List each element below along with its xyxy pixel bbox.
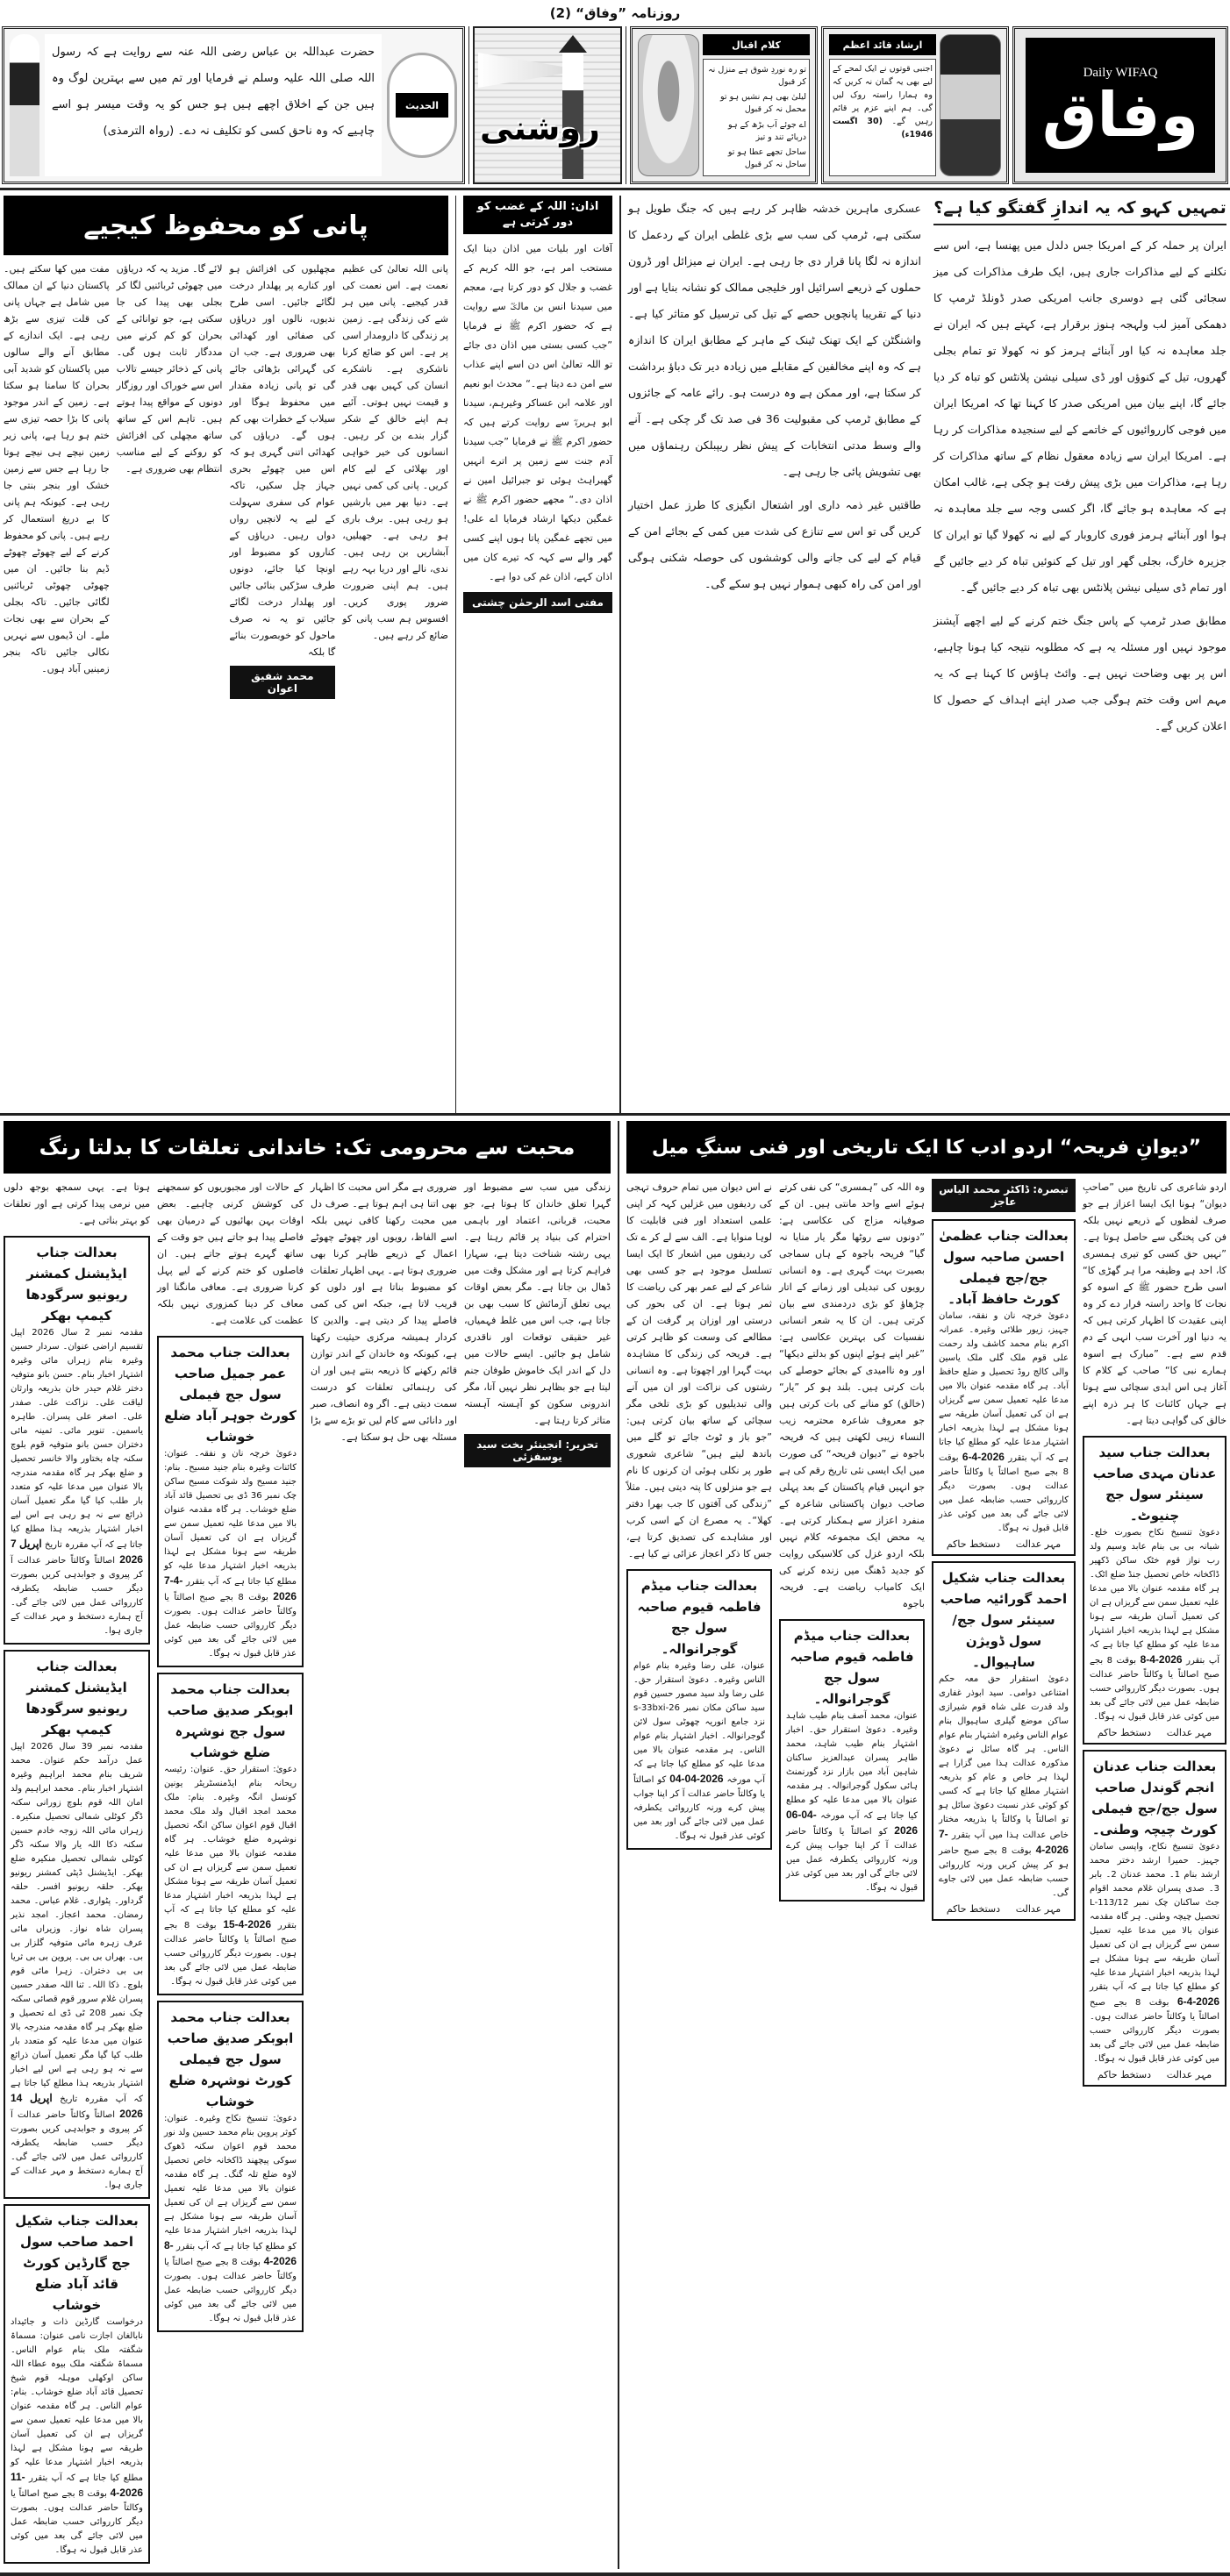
court-notice-1: بعدالت جناب ایڈیشنل کمشنر ریونیو سرگودھا کیمپ بھکر مقدمہ نمبر 2 سال 2026 اپیل تقسیم اراضی عنوان۔ سردار حسین وغیرہ بنام زہراں مائی وغیرہ اشتہار اخبار بنام۔ حسن بانو متوفیہ دختر غلام حیدر خان بذریعہ وارثان لیاقت علی۔ نزاکت علی۔ صفدر علی۔ اصغر علی پسران۔ طاہرہ یاسمین۔ تنویر مائی۔ ثمینہ مائی دختران حسن بانو متوفیہ قوم بلوچ سکنہ چاہ بختاور والا خانسر تحصیل و ضلع بھکر ہر گاہ مقدمہ مندرجہ بالا عنوان میں مدعا علیہ کو متعدد بار طلب کیا گیا مگر تعمیل آسان ذرائع سے نہ ہو رہی ہے اس لیے اخبار اشتہار بذریعہ ہذا مطلع کیا جاتا ہے کہ آپ مقررہ تاریخ 7 اپریل 2026 اصالتاً وکالتاً حاضر عدالت آ کر پیروی و جوابدہی کریں بصورت دیگر حسب ضابطہ یکطرفہ کارروائی عمل میں لائی جائے گی۔ آج ہمارے دستخط و مہر عدالت کے جاری ہوا۔: [4, 1236, 150, 1645]
diwan-author: تبصرہ: ڈاکٹر محمد الیاس عاجز: [932, 1179, 1076, 1212]
diwan-column-1: اردو شاعری کی تاریخ میں ”صاحبِ دیوان“ ہونا ایک ایسا اعزاز ہے جو صرف لفظوں کے ذریعے نہیں بلکہ فن کی پختگی سے حاصل ہوتا ہے۔ ”نہیں حق کسی کو تیری ہمسری کا، احد ہے وظیفہ مرا ہر گھڑی کا“ اسی طرح حضور ﷺ کے اسوہ کو نجات کا واحد راستہ قرار دے کر وہ اپنی عقیدت کا اظہار کرتی ہیں کہ یہ دنیا اور آخرت سب انہی کے دم قدم سے ہے۔ ”مبارک ہے اسوہ ہمارے نبی کا“ صاحب کے کلام کا آغاز ہی اس ابدی سچائی سے ہوتا ہے جہاں کائنات کا ہر ذرہ اپنے خالق کی گواہی دیتا ہے۔: [1083, 1181, 1226, 1426]
editorial-column-1: ایران پر حملہ کر کے امریکا جس دلدل میں پھنسا ہے، اس سے نکلنے کے لیے مذاکرات جاری ہیں، ایک طرف مذاکرات کی میز سجائی گئی ہے دوسری جانب امریکی صدر ڈونلڈ ٹرمپ کا دھمکی آمیز لب ولہجہ ہنوز برقرار ہے، کہتے ہیں کہ ایران نے جلد معاہدہ نہ کیا اور آبنائے ہرمز کو نہ کھولا تو تمام بجلی گھروں، تیل کے کنوؤں اور ڈی سیلی نیشن پلانٹس کو تباہ کر دیا جائے گا، اپنے بیان میں امریکی صدر کا کہنا تھا کہ امریکا ایران میں فوجی کارروائیوں کے خاتمے کے لیے سنجیدہ مذاکرات کر رہا ہے۔ امریکا ایران سے زیادہ معقول نظام کے ساتھ مذاکرات کر رہا ہے، مذاکرات میں بڑی پیش رفت ہو چکی ہے، غالب امکان ہے کہ معاہدہ ہو جائے گا، اگر کسی وجہ سے جلد معاہدہ نہ ہوا اور آبنائے ہرمز فوری کاروبار کے لیے نہ کھولا گیا تو ایران کا جزیرہ خارگ، بجلی گھر اور تیل کے کنوئیں تباہ کر دیے جائیں گے اور تمام ڈی سیلی نیشن پلانٹس بھی تباہ کر دیے جائیں گے۔: [933, 239, 1226, 594]
family-author: تحریر: انجینئر بخت سید یوسفزئی: [464, 1434, 611, 1467]
water-column-1: پانی اللہ تعالیٰ کی عظیم نعمت ہے۔ اس نعمت کی قدر کیجیے۔ پانی میں ہر شے کی زندگی ہے۔ زمین پر زندگی کا دارومدار اسی پر ہے۔ اس کو ضائع کرنا ناشکری ہے۔ ناشکرے انسان کی کہیں بھی قدر و قیمت نہیں ہوتی۔ آئیے ہم اپنے خالق کے شکر گزار بندے بن کر رہیں۔ انسانوں کی خیر خواہی اور بھلائی کے لیے کام کریں۔ پانی کی کمی نہیں ہے۔ دنیا بھر میں بارشیں ہو رہی ہیں۔ برف باری ہو رہی ہے۔ جھیلیں، آبشاریں بن رہی ہیں۔ ندی، نالے اور دریا بہہ رہے ہیں۔ ہم اپنی ضرورت ضرور پوری کریں۔ افسوس ہم سب پانی کو ضائع کر رہے ہیں۔: [342, 263, 448, 641]
editorial-title: تمہیں کہو کہ یہ اندازِ گفتگو کیا ہے؟: [933, 196, 1226, 225]
top-section: [0, 190, 1230, 1113]
iqbal-verses: [703, 59, 810, 176]
lighthouse-icon: [559, 35, 587, 53]
notice-signature: مہر عدالت دستخط حاکم: [1097, 2069, 1212, 2080]
diwan-column-3: نے اس دیوان میں تمام حروف تہجی کی ردیفوں میں غزلیں کہہ کر اپنی علمی استعداد اور فنی قابلیت کا لوہا منوایا ہے۔ الف سے لے کر ے تک کی ردیفوں میں اشعار کا ایک ایسا تسلسل موجود ہے جو کسی بھی شاعر کے لیے عمر بھر کی ریاضت کا ثمر ہوتا ہے۔ ان کی بحور کی درستی اور اوزان پر گرفت ان کے مطالعے کی وسعت کو ظاہر کرتی ہے۔ فریحہ کی زندگی کا مشاہدہ بہت گہرا اور اچھوتا ہے۔ وہ انسانی رشتوں کی نزاکت اور ان میں آنے والی تبدیلیوں کو بڑی تلخی مگر سچائی کے ساتھ بیان کرتی ہیں: ”جو باز و ٹوٹ جائے تو گلے میں باندھ لیتے ہیں“ شاعری شعوری طور پر نکلی ہوئی ان کرنوں کا نام ہے جو منزلوں کا پتہ دیتی ہیں۔ مثلاً ”زندگی کی آفتوں کا جب بھرا دفتر کھلا“۔ یہ مصرع ان کے اسی کرب اور مشاہدے کی تصدیق کرتا ہے، جس کا ذکر اعجاز عزائی نے کیا ہے۔: [626, 1181, 772, 1559]
editorial: [628, 196, 1226, 1113]
family-column-1: زندگی میں سب سے مضبوط اور گہرا تعلق خاندان کا ہوتا ہے، جو محبت، قربانی، اعتماد اور باہمی احترام کی بنیاد پر قائم رہتا ہے۔ یہی رشتہ شناخت دیتا ہے، سہارا فراہم کرتا ہے اور مشکل وقت میں ڈھال بن جاتا ہے۔ مگر بعض اوقات یہی تعلق آزمائش کا سبب بھی بن جاتا ہے، جب اس میں غلط فہمیاں، غیر حقیقی توقعات اور ناقدری شامل ہو جائیں۔ ایسے حالات میں دل کے اندر ایک خاموش طوفان جنم لیتا ہے جو بظاہر نظر نہیں آتا، مگر اندرونی سکون کو آہستہ آہستہ متاثر کرتا رہتا ہے۔: [464, 1181, 611, 1426]
court-notice-10: بعدالت جناب شکیل احمد گورائیہ صاحب سینئر سول جج/سول ڈویژن ساہیوال۔ دعویٰ استقرار حق معہ حکم امتناعی دوامی۔ سید ابوذر غفاری ولد قدرت علی شاہ قوم شیرازی ساکن موضع گیلری ساہیوال بنام عوام الناس وغیرہ اشتہار بنام عوام الناس۔ ہر گاہ سائل نے دعویٰ مذکورہ عدالت ہذا میں گزارا ہے لہذا ہر خاص و عام کو بذریعہ اشتہار مطلع کیا جاتا ہے کہ کسی کو کوئی عذر نسبت دعویٰ سائل ہو تو اصالتاً یا وکالتاً یا بذریعہ مختار خاص عدالت ہذا میں آپ بتقرر 7-4-2026 بوقت 8 بجے صبح حاضر ہو کر پیش کریں ورنہ کارروائی حسب ضابطہ عمل میں لائی جاوے گی۔ مہر عدالت دستخط حاکم: [932, 1561, 1076, 1921]
editorial-column-2: عسکری ماہرین خدشہ ظاہر کر رہے ہیں کہ جنگ طویل ہو سکتی ہے، ٹرمپ کی سب سے بڑی غلطی ایران کے ردعمل کا اندازہ نہ لگا پانا قرار دی جا رہی ہے۔ ایران نے میزائل اور ڈرون حملوں کے ذریعے اسرائیل اور خلیجی ممالک کو نشانہ بنایا ہے اور دنیا کے تقریبا پانچویں حصے کے تیل کی ترسیل کو متاثر کیا ہے۔ واشنگٹن کے ایک تھنک ٹینک کے ماہر کے مطابق ایران کا اندازہ ہے کہ وہ اپنے مخالفین کے مقابلے میں زیادہ دیر تک دباؤ برداشت کر سکتا ہے، اور ممکن ہے وہ درست ہو۔ رائے عامہ کے جائزوں کے مطابق ٹرمپ کی مقبولیت 36 فی صد تک گر چکی ہے۔ آنے والے وسط مدتی انتخابات کے پیش نظر ریپبلکن رہنماؤں میں بھی تشویش پائی جا رہی ہے۔: [628, 202, 922, 478]
quaid-box: [821, 26, 1009, 184]
family-column-2: ضروری ہے مگر اس محبت کا اظہار بھی اتنا ہی اہم ہوتا ہے۔ صرف دل میں محبت رکھنا کافی نہیں بلکہ اسے الفاظ، رویوں اور چھوٹے چھوٹے اعمال کے ذریعے ظاہر کرنا بھی ضروری ہوتا ہے۔ یہی اظہار تعلقات کو مضبوط بناتا ہے اور دلوں کو قریب لاتا ہے، جبکہ اس کی کمی فاصلے پیدا کر دیتی ہے۔ والدین کا کردار ہمیشہ مرکزی حیثیت رکھتا ہے، کیونکہ وہ خاندان کے اندر توازن قائم رکھنے کا ذریعہ بنتے ہیں اور ان کی رہنمائی تعلقات کو درست سمت دیتی ہے۔ اگر وہ انصاف، صبر اور دانائی سے کام لیں تو بڑے سے بڑا مسئلہ بھی حل ہو سکتا ہے۔: [311, 1181, 457, 1443]
water-column-3: لائے گا۔ مزید یہ کہ دریاؤں میں چھوٹی ٹربائنیں لگا کر بجلی بھی پیدا کی جا سکتی ہے، جو توانائی کے بحران کو کم کرنے میں مددگار ثابت ہوں گی۔ پانی کے ذخائر جیسے تالاب اس سے خوراک اور روزگار دونوں کے مواقع پیدا ہوتے ہیں۔ تاہم اس کے ساتھ ساتھ مچھلی کی افزائش کو روکنے کے لیے مناسب انتظام بھی ضروری ہے۔: [116, 263, 223, 475]
court-notice-7: بعدالت جناب میڈم فاطمہ قیوم صاحبہ سول جج گوجرانوالہ۔ عنوان، علی رضا وغیرہ بنام عوام الناس وغیرہ۔ دعویٰ استقرار حق۔ علی رضا ولد سید مصور حسین قوم سید ساکن مکان نمبر 26-s-33bxi نزد جامع انوریہ چھوٹی سول لائن گوجرانوالہ۔ اخبار اشتہار بنام عوام الناس۔ ہر مقدمہ عنوان بالا میں مدعا علیہ کو مطلع کیا جاتا ہے کہ آپ مورخہ 04-04-2026 کو اصالتاً یا وکالتاً حاضر عدالت آ کر اپنا جواب پیش کرے ورنہ کارروائی یکطرفہ عمل میں لائی جائے گی اور بعد میں کوئی عذر قبول نہ ہوگا۔: [626, 1569, 772, 1850]
family-title: محبت سے محرومی تک: خاندانی تعلقات کا بدلتا رنگ: [4, 1121, 611, 1174]
dome-icon: [10, 34, 39, 176]
notice-signature: مہر عدالت دستخط حاکم: [1097, 1727, 1212, 1738]
logo-english: Daily WIFAQ: [1083, 65, 1158, 80]
masthead-logo-frame: [1012, 26, 1228, 184]
water-column-2: مچھلیوں کی افزائش ہو اور کنارے پر پھلدار درخت لگائے جائیں۔ اسی طرح ندیوں، نالوں اور دریاؤں کی صفائی اور کھدائی بھی ضروری ہے۔ جب ان کی گہرائی بڑھائی جائے گی تو پانی زیادہ مقدار میں محفوظ ہوگا اور سیلاب کے خطرات بھی کم ہوں گے۔ دریاؤں کی کھدائی اتنی گہری ہو کہ اس میں چھوٹے بحری جہاز چل سکیں، تاکہ عوام کی سفری سہولت کے لیے یہ لانچیں رواں دواں رہیں۔ دریاؤں کے کناروں کو مضبوط اور اونچا کیا جائے، دونوں طرف سڑکیں بنائی جائیں اور پھلدار درخت لگائے جائیں تو یہ نہ صرف ماحول کو خوبصورت بنائے گا بلکہ: [229, 263, 336, 658]
court-notice-11: بعدالت جناب سید عدنان مہدی صاحب سینئر سول جج چنیوٹ۔ دعویٰ تنسیخ نکاح بصورت خلع۔ شبانہ بی بی بنام عابد وسیم ولد رب نواز قوم خٹک ساکن ڈکھیر ڈاکخانہ خاص تحصیل جنڈ ضلع اٹک۔ ہر گاہ مقدمہ عنوان بالا میں مدعا علیہ تعمیل سمن سے گریزاں ہے ان کی تعمیل آسان طریقہ سے ہونا مشکل ہے لہذا بذریعہ اخبار اشتہار مدعا علیہ کو مطلع کیا جاتا ہے کہ آپ بتقرر 8-4-2026 بوقت 8 بجے صبح اصالتاً یا وکالتاً حاضر عدالت ہوں۔ بصورت دیگر کارروائی حسب ضابطہ عمل میں لائی جائے گی بعد میں کوئی عذر قابل قبول نہ ہوگا۔ مہر عدالت دستخط حاکم: [1083, 1436, 1226, 1745]
water-author: محمد شفیق اعوان: [230, 666, 336, 699]
azan-title: اذان: اللہ کے غضب کو دور کرتی ہے: [463, 196, 612, 234]
iqbal-verse: لیلیٰ بھی ہم نشیں ہو تو محمل نہ کر قبول: [720, 92, 806, 115]
azan-text: آفات اور بلیات میں اذان دینا ایک مستحب امر ہے، جو اللہ کریم کے غضب و جلال کو دور کرتا ہے، معجم میں سیدنا انس بن مالکؓ سے روایت ہے کہ حضور اکرم ﷺ نے فرمایا ”جب کسی بستی میں اذان دی جائے تو اللہ تعالیٰ اس دن اسے اپنے عذاب سے امن دے دیتا ہے۔“ محدث ابو نعیم اور علامہ ابن عساکر وغیرہم، سیدنا ابو ہریرہؓ سے روایت کرتے ہیں کہ حضور اکرم ﷺ نے فرمایا ”جب سیدنا آدم جنت سے زمین پر اترے انہیں گھبراہٹ ہوئی تو جبرائیل امین نے اذان دی۔“ مجھے حضور اکرم ﷺ نے غمگین دیکھا ارشاد فرمایا اے علی! میں تجھے غمگین پاتا ہوں اپنے کسی گھر والے سے کہہ کہ تیرے کان میں اذان کہے، اذان غم کی دوا ہے۔: [463, 243, 612, 582]
family-column-4: ہوتا ہے۔ یہی سمجھ بوجھ دلوں میں نرمی پیدا کرتی ہے اور تعلقات کو بہتر بناتی ہے۔: [4, 1181, 150, 1226]
diwan-section: [626, 1121, 1226, 2092]
family-section: [4, 1121, 611, 2569]
masthead: [0, 26, 1230, 184]
roshni-box: [473, 26, 622, 184]
page-folio: روزنامہ ”وفاق“ (2): [549, 5, 681, 21]
quaid-portrait: [940, 34, 1001, 176]
roshni-label: روشنی: [480, 109, 600, 147]
iqbal-verse: اے جوئے آب بڑھ کے ہو دریائے تند و تیز: [728, 119, 806, 142]
diwan-title: ”دیوانِ فریحہ“ اردو ادب کا ایک تاریخی اور فنی سنگِ میل: [626, 1121, 1226, 1174]
iqbal-portrait: [638, 34, 699, 176]
court-notice-2: بعدالت جناب ایڈیشنل کمشنر ریونیو سرگودھا کیمپ بھکر مقدمہ نمبر 39 سال 2026 اپیل عمل درآمد حکم عنوان۔ محمد شریف بنام محمد ابراہیم وغیرہ اشتہار اخبار بنام۔ محمد ابراہیم ولد امان اللہ قوم بلوچ زورانی سکنہ ڈگر کوٹلی شمالی تحصیل منکیرہ۔ زہراں مائی اللہ زوجہ خادم حسین سکنہ ذکا اللہ یار والا سکنہ ڈگر کوٹلی شمالی تحصیل منکیرہ ضلع بھکر۔ ایڈیشنل ڈپٹی کمشنر ریونیو بھکر۔ حلقہ ریونیو افسر۔ حلقہ گرداور۔ پٹواری۔ غلام عباس۔ محمد رمضان۔ محمد اعجاز۔ امجد نذیر پسران شاہ نواز۔ وزیراں مائی عرف زہرہ مائی متوفیہ گلزار بی بی۔ بھراں بی بی۔ پروین بی بی ثریا بی بی دختران۔ زہرا مائی قوم بلوچ۔ ذکا اللہ۔ ثنا اللہ صفدر حسین پسران غلام سرور قوم قصائی سکنہ چک نمبر 208 ٹی ڈی اے تحصیل و ضلع بھکر ہر گاہ مقدمہ مندرجہ بالا عنوان میں مدعا علیہ کو متعدد بار طلب کیا گیا مگر تعمیل آسان ذرائع سے نہ ہو رہی ہے اس لیے اخبار اشتہار بذریعہ ہذا مطلع کیا جاتا ہے کہ آپ مقررہ تاریخ 14 اپریل 2026 اصالتاً وکالتاً حاضر عدالت آ کر پیروی و جوابدہی کریں بصورت دیگر حسب ضابطہ یکطرفہ کارروائی عمل میں لائی جائے گی۔ آج ہمارے دستخط و مہر عدالت کے جاری ہوا۔: [4, 1650, 150, 2199]
family-column-3: کے حالات اور مجبوریوں کو سمجھنے کی کوشش کرنی چاہیے۔ بعض اوقات بہن بھائیوں کے درمیان بھی فاصلے پیدا ہو جاتے ہیں جو وقت کے ساتھ گہرے ہوتے جاتے ہیں۔ ان فاصلوں کو ختم کرنے کے لیے پہل کرنا ضروری ہے۔ معافی مانگنا اور معاف کر دینا کمزوری نہیں بلکہ عظمت کی علامت ہے۔: [157, 1181, 304, 1326]
diwan-column-2: وہ اللہ کی ”ہمسری“ کی نفی کرتے ہوئے اسے واحد مانتی ہیں۔ ان کے صوفیانہ مزاج کی عکاسی ہے: ”دونوں سے روٹھا مگر یار منایا نہ گیا“ فریحہ باجوہ کے ہاں سماجی بصیرت بہت گہری ہے۔ وہ انسانی رویوں کی تبدیلی اور زمانے کے اتار چڑھاؤ کو بڑی دردمندی سے بیان کرتی ہیں۔ ان کا یہ شعر انسانی نفسیات کی بہترین عکاسی ہے: ”غیر اپنے ہوئے اپنوں کو بدلتے دیکھا“ اور وہ ناامیدی کے بجائے حوصلے کی بات کرتی ہیں۔ بلند ہو کر ”یار“ (خالق) کو منانے کی بات کرتی ہیں جو معروف شاعرہ محترمہ زیب النساء زیبی لکھتی ہیں کہ فریحہ باجوہ نے ”دیوان فریحہ“ کی صورت میں ایک ایسی نئی تاریخ رقم کی ہے جو انہیں قیام پاکستان کے بعد پہلی صاحب دیوان پاکستانی شاعرہ کے منفرد اعزاز سے ہمکنار کرتی ہے۔ یہ محض ایک مجموعہ کلام نہیں بلکہ اردو غزل کی کلاسیکی روایت کو جدید ڈھنگ میں زندہ کرنے کی ایک کامیاب ریاضت ہے۔ فریحہ باجوہ: [779, 1181, 925, 1609]
court-notice-4: بعدالت جناب محمد عمر جمیل صاحب سول جج فیملی کورٹ جوہر آباد ضلع خوشاب دعویٰ خرچہ نان و نفقہ۔ عنوان: کائنات وغیرہ بنام جنید مسیح۔ بنام: جنید مسیح ولد شوکت مسیح ساکن چک نمبر 36 ڈی بی تحصیل قائد آباد ضلع خوشاب۔ ہر گاہ مقدمہ عنوان بالا میں مدعا علیہ تعمیل سمن سے گریزاں ہے ان کی تعمیل آسان طریقہ سے ہونا مشکل ہے لہذا بذریعہ اخبار اشتہار مدعا علیہ کو مطلع کیا جاتا ہے کہ آپ بتقرر 7-4-2026 بوقت 8 بجے صبح اصالتاً یا وکالتاً حاضر عدالت ہوں۔ بصورت دیگر کارروائی حسب ضابطہ عمل میں لائی جائے گی بعد میں کوئی عذر قابل قبول نہ ہوگا۔: [157, 1336, 304, 1667]
iqbal-box: [630, 26, 818, 184]
hadith-box: [2, 26, 465, 184]
court-notice-3: بعدالت جناب شکیل احمد صاحب سول جج گارڈین کورٹ قائد آباد ضلع خوشاب درخواست گارڈین ذات و جائیداد نابالغان اجازت نامی عنوان: مسماۃ شگفتہ ملک بنام عوام الناس۔ مسماۃ شگفتہ ملک بیوہ عطاء اللہ ساکن اوکھلی موہلہ قوم شیخ تحصیل قائد آباد ضلع خوشاب۔ بنام: عوام الناس۔ ہر گاہ مقدمہ عنوان بالا میں مدعا علیہ تعمیل سمن سے گریزاں ہے ان کی تعمیل آسان طریقہ سے ہونا مشکل ہے لہذا بذریعہ اخبار اشتہار مدعا علیہ کو مطلع کیا جاتا ہے کہ آپ بتقرر 11-4-2026 بوقت 8 بجے صبح اصالتاً یا وکالتاً حاضر عدالت ہوں۔ بصورت دیگر کارروائی حسب ضابطہ عمل میں لائی جائے گی بعد میں کوئی عذر قابل قبول نہ ہوگا۔: [4, 2204, 150, 2564]
notice-signature: مہر عدالت دستخط حاکم: [946, 1538, 1062, 1550]
hadith-badge: الحدیث: [396, 93, 448, 118]
notice-signature: مہر عدالت دستخط حاکم: [946, 1903, 1062, 1915]
iqbal-title: کلام اقبال: [703, 34, 810, 55]
hadith-text: حضرت عبداللہ بن عباس رضی اللہ عنہ سے روایت ہے کہ رسول اللہ صلی اللہ علیہ وسلم نے فرمایا اور تم میں سے بہترین لوگ وہ ہیں جن کے اخلاق اچھے ہیں ہو جس کو یہ وقت میسر ہو اسے چاہیے کہ وہ ناحق کسی کو تکلیف نہ دے۔ (رواہ الترمذی): [45, 34, 382, 176]
court-notice-9: بعدالت جناب عظمیٰ احسن صاحبہ سول جج/جج فیملی کورٹ حافظ آباد۔ دعویٰ خرچہ نان و نفقہ، سامان جہیز، زیور طلائی وغیرہ۔ عمرانہ اکرم بنام محمد کاشف ولد رحمت علی قوم ملک گلی ملک یاسین والی کالج روڈ تحصیل و ضلع حافظ آباد۔ ہر گاہ مقدمہ عنوان بالا میں مدعا علیہ تعمیل سمن سے گریزاں ہے ان کی تعمیل آسان طریقہ سے ہونا مشکل ہے لہذا بذریعہ اخبار اشتہار مدعا علیہ کو مطلع کیا جاتا ہے کہ آپ بتقرر 6-4-2026 بوقت 8 بجے صبح اصالتاً یا وکالتاً حاضر عدالت ہوں۔ بصورت دیگر کارروائی حسب ضابطہ عمل میں لائی جائے گی بعد میں کوئی عذر قابل قبول نہ ہوگا۔ مہر عدالت دستخط حاکم: [932, 1219, 1076, 1556]
court-notice-12: بعدالت جناب عدنان انجم گوندل صاحب سول جج/جج فیملی کورٹ چیچہ وطنی۔ دعویٰ تنسیخ نکاح، واپسی سامان جہیز۔ حمیرا ارشد دختر محمد ارشد بنام 1۔ محمد عدنان 2۔ بابر 3۔ صدی پسران غلام محمد اقوام جٹ ساکنان چک نمبر 113/12-L تحصیل چیچہ وطنی۔ ہر گاہ مقدمہ عنوان بالا میں مدعا علیہ تعمیل سمن سے گریزاں ہے ان کی تعمیل آسان طریقہ سے ہونا مشکل ہے لہذا بذریعہ اخبار اشتہار مدعا علیہ کو مطلع کیا جاتا ہے کہ آپ بتقرر 6-4-2026 بوقت 8 بجے صبح اصالتاً یا وکالتاً حاضر عدالت ہوں۔ بصورت دیگر کارروائی حسب ضابطہ عمل میں لائی جائے گی بعد میں کوئی عذر قابل قبول نہ ہوگا۔ مہر عدالت دستخط حاکم: [1083, 1750, 1226, 2087]
iqbal-verse: تو رہ نوردِ شوق ہے منزل نہ کر قبول: [708, 64, 806, 87]
hadith-badge-frame: [387, 53, 457, 158]
editorial-closing-1: مطابق صدر ٹرمپ کے پاس جنگ ختم کرنے کے لیے اچھے آپشنز موجود نہیں اور مسئلہ یہ ہے کہ مطلوبہ نتیجہ کیا ہونا چاہیے، اس پر بھی وضاحت نہیں ہے۔ وائٹ ہاؤس کا کہنا ہے کہ یہ مہم اس وقت ختم ہوگی جب صدر اپنے اہداف کے حصول کا اعلان کریں گے۔: [933, 614, 1226, 732]
court-notice-8: بعدالت جناب میڈم فاطمہ قیوم صاحبہ سول جج گوجرانوالہ۔ عنوان، محمد آصف بنام طیب شاہد وغیرہ۔ دعویٰ استقرار حق۔ اخبار اشتہار بنام طیب شاہد، محمد طاہر پسران عبدالعزیز ساکنان شاہین آباد مین بازار نزد گورنمنٹ ہائی سکول گوجرانوالہ۔ ہر مقدمہ عنوان بالا میں مدعا علیہ کو مطلع کیا جاتا ہے کہ آپ مورخہ 06-04-2026 کو اصالتاً یا وکالتاً حاضر عدالت آ کر اپنا جواب پیش کرے ورنہ کارروائی یکطرفہ عمل میں لائی جائے گی اور بعد میں کوئی عذر قبول نہ ہوگا۔: [779, 1619, 925, 1902]
editorial-closing-2: طاقتیں غیر ذمہ داری اور اشتعال انگیزی کا طرز عمل اختیار کریں گی تو اس سے تنازع کی شدت میں کمی کے بجائے امن کے قیام کے لیے کی جانے والی کوششوں کی حوصلہ شکنی ہوگی اور امن کی راہ کبھی ہموار نہیں ہو سکے گی۔: [628, 498, 921, 590]
logo-urdu: وفاق: [1041, 78, 1199, 151]
footer-rule: [0, 2572, 1230, 2576]
azan-column: [463, 196, 612, 1113]
water-article: [4, 196, 448, 1113]
masthead-logo: [1026, 38, 1215, 173]
water-title: پانی کو محفوظ کیجیے: [4, 196, 448, 255]
bottom-section: [0, 1116, 1230, 2569]
quaid-quote: اجنبی قوتوں نے ایک لمحے کے لیے بھی یہ گمان نہ کریں کہ وہ ہمارا راستہ روک لیں گی۔ ہم اپنے عزم پر قائم رہیں گے۔ (30 اگست 1946ء): [829, 59, 936, 176]
court-notice-6: بعدالت جناب محمد ابوبکر صدیق صاحب سول جج فیملی کورٹ نوشہرہ ضلع خوشاب دعویٰ: تنسیخ نکاح وغیرہ۔ عنوان: کوثر پروین بنام محمد حسین ولد نور محمد قوم اعوان سکنہ ڈھوک سوکی پیچھند ڈاکخانہ خاص تحصیل لاوہ ضلع تلہ گنگ۔ ہر گاہ مقدمہ عنوان بالا میں مدعا علیہ تعمیل سمن سے گریزاں ہے ان کی تعمیل آسان طریقہ سے ہونا مشکل ہے لہذا بذریعہ اخبار اشتہار مدعا علیہ کو مطلع کیا جاتا ہے کہ آپ بتقرر 8-4-2026 بوقت 8 بجے صبح اصالتاً یا وکالتاً حاضر عدالت ہوں۔ بصورت دیگر کارروائی حسب ضابطہ عمل میں لائی جائے گی بعد میں کوئی عذر قابل قبول نہ ہوگا۔: [157, 2001, 304, 2332]
water-column-4: مفت میں کھا سکتے ہیں۔ پاکستان دنیا کے ان ممالک میں شامل ہے جہاں پانی کی قلت تیزی سے بڑھ رہی ہے۔ ایک اندازے کے مطابق آنے والے سالوں میں پاکستان کو شدید آبی بحران کا سامنا ہو سکتا ہے۔ زمین کے اندر موجود پانی کا بڑا حصہ تیزی سے ختم ہو رہا ہے، پانی زیر زمین نیچے ہی نیچے ہوتا جا رہا ہے جس سے زمین خشک اور بنجر بنتی جا رہی ہے۔ کیونکہ ہم پانی کا بے دریغ استعمال کر رہے ہیں۔ پانی کو محفوظ کرنے کے لیے چھوٹے چھوٹے ڈیم بنا جائیں۔ ان میں چھوٹی چھوٹی ٹربائنیں لگائی جائیں۔ تاکہ بجلی کے بحران سے بھی نجات ملے۔ ان ڈیموں سے نہریں نکالی جائیں تاکہ بنجر زمینیں آباد ہوں۔: [4, 263, 110, 674]
court-notice-5: بعدالت جناب محمد ابوبکر صدیق صاحب سول جج نوشہرہ ضلع خوشاب دعویٰ: استقرار حق۔ عنوان: رئیسہ ریحانہ بنام ایڈمنسٹریٹر یونین کونسل انگہ وغیرہ۔ بنام: ملک محمد امجد اقبال ولد ملک محمد اقبال قوم اعوان ساکن انگہ تحصیل نوشہرہ ضلع خوشاب۔ ہر گاہ مقدمہ عنوان بالا میں مدعا علیہ تعمیل سمن سے گریزاں ہے ان کی تعمیل آسان طریقہ سے ہونا مشکل ہے لہذا بذریعہ اخبار اشتہار مدعا علیہ کو مطلع کیا جاتا ہے کہ آپ بتقرر 15-4-2026 بوقت 8 بجے صبح اصالتاً یا وکالتاً حاضر عدالت ہوں۔ بصورت دیگر کارروائی حسب ضابطہ عمل میں لائی جائے گی بعد میں کوئی عذر قابل قبول نہ ہوگا۔: [157, 1673, 304, 1995]
quaid-title: ارشاد قائد اعظم: [829, 34, 936, 55]
azan-author: مفتی اسد الرحمٰن چشتی: [463, 592, 612, 613]
iqbal-verse: ساحل تجھے عطا ہو تو ساحل نہ کر قبول: [727, 147, 806, 170]
